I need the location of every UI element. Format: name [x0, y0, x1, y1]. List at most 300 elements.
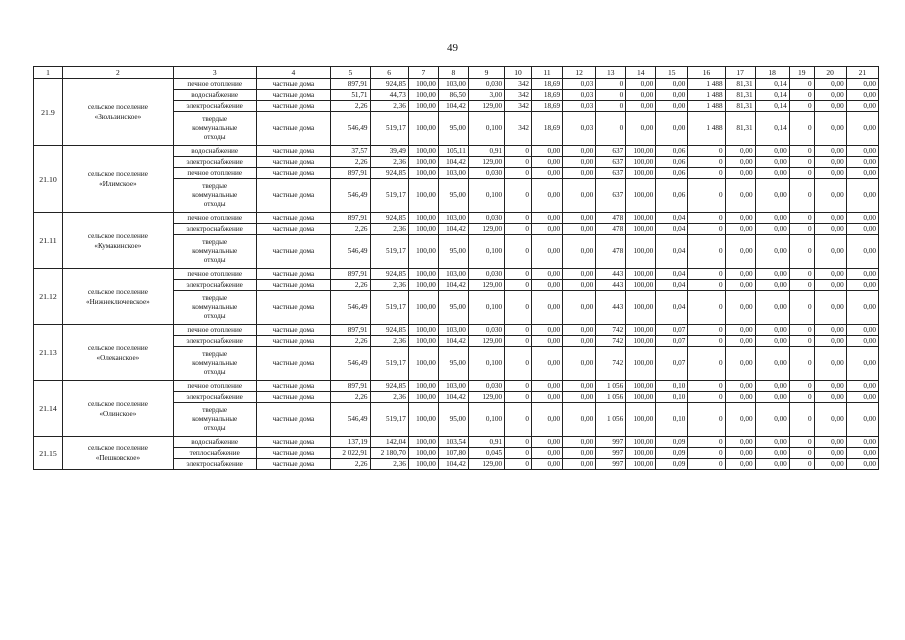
value-cell: 0,00: [725, 213, 755, 224]
value-cell: 0: [505, 336, 532, 347]
settlement-name-line: «Пешковское»: [95, 454, 141, 462]
value-cell: 0: [688, 269, 725, 280]
settlement-name-line: сельское поселение: [87, 170, 148, 178]
value-cell: 100,00: [408, 101, 438, 112]
value-cell: 0,00: [846, 459, 878, 470]
service-name: водоснабжение: [173, 90, 256, 101]
value-cell: 519,17: [370, 179, 408, 213]
value-cell: 105,11: [438, 146, 468, 157]
value-cell: 0: [688, 146, 725, 157]
value-cell: 0,00: [814, 179, 846, 213]
column-number: 5: [331, 67, 370, 79]
value-cell: 100,00: [408, 459, 438, 470]
value-cell: 1 056: [596, 403, 626, 437]
value-cell: 0,00: [755, 325, 789, 336]
value-cell: 0: [789, 101, 814, 112]
settlement-name-line: сельское поселение: [87, 399, 148, 408]
value-cell: 0,00: [563, 437, 596, 448]
value-cell: 100,00: [408, 90, 438, 101]
value-cell: 546,49: [331, 347, 370, 381]
value-cell: 2,36: [370, 157, 408, 168]
value-cell: 0,00: [532, 291, 563, 325]
value-cell: 0,100: [468, 403, 504, 437]
housing-type: частные дома: [256, 235, 331, 269]
value-cell: 0,00: [814, 459, 846, 470]
value-cell: 0,04: [656, 235, 688, 269]
column-number-row: [34, 67, 879, 79]
value-cell: 0: [688, 448, 725, 459]
value-cell: 0,00: [814, 235, 846, 269]
value-cell: 0,00: [532, 347, 563, 381]
value-cell: 0,10: [656, 392, 688, 403]
value-cell: 0: [688, 213, 725, 224]
value-cell: 0,00: [563, 325, 596, 336]
service-name: твердые коммунальные отходы: [173, 112, 256, 146]
service-name: теплоснабжение: [173, 448, 256, 459]
housing-type: частные дома: [256, 280, 331, 291]
value-cell: 897,91: [331, 269, 370, 280]
value-cell: 0,00: [656, 79, 688, 90]
value-cell: 0,00: [563, 280, 596, 291]
value-cell: 100,00: [626, 146, 656, 157]
page-number: 49: [447, 42, 458, 54]
value-cell: 2,26: [331, 224, 370, 235]
value-cell: 0: [789, 213, 814, 224]
value-cell: 0: [505, 392, 532, 403]
value-cell: 0,00: [563, 224, 596, 235]
value-cell: 0,00: [626, 79, 656, 90]
value-cell: 0,04: [656, 291, 688, 325]
value-cell: 0,00: [755, 448, 789, 459]
value-cell: 0: [789, 168, 814, 179]
value-cell: 0: [596, 101, 626, 112]
column-number: 10: [505, 67, 532, 79]
row-index: 21.9: [34, 79, 63, 146]
value-cell: 100,00: [408, 79, 438, 90]
value-cell: 0,00: [725, 224, 755, 235]
value-cell: 0,00: [814, 146, 846, 157]
value-cell: 0,00: [846, 235, 878, 269]
value-cell: 0,00: [725, 291, 755, 325]
row-index: 21.14: [34, 381, 63, 437]
value-cell: 1 488: [688, 90, 725, 101]
service-name: печное отопление: [173, 325, 256, 336]
value-cell: 519,17: [370, 347, 408, 381]
value-cell: 0: [505, 403, 532, 437]
housing-type: частные дома: [256, 291, 331, 325]
housing-type: частные дома: [256, 269, 331, 280]
value-cell: 0: [505, 448, 532, 459]
value-cell: 0,00: [532, 269, 563, 280]
value-cell: 0: [505, 213, 532, 224]
table-row: [34, 79, 879, 90]
value-cell: 0,00: [814, 448, 846, 459]
value-cell: 0,00: [755, 347, 789, 381]
value-cell: 0,00: [814, 392, 846, 403]
column-number: 8: [438, 67, 468, 79]
service-name: печное отопление: [173, 381, 256, 392]
value-cell: 100,00: [408, 112, 438, 146]
settlement-name: [62, 146, 173, 213]
value-cell: 0,00: [755, 280, 789, 291]
value-cell: 0: [789, 224, 814, 235]
value-cell: 519,17: [370, 112, 408, 146]
settlement-name: [62, 437, 173, 470]
column-number: 6: [370, 67, 408, 79]
value-cell: 0: [789, 235, 814, 269]
service-name: печное отопление: [173, 79, 256, 90]
value-cell: 0,00: [814, 347, 846, 381]
housing-type: частные дома: [256, 392, 331, 403]
value-cell: 0,00: [814, 403, 846, 437]
value-cell: 0,00: [725, 392, 755, 403]
value-cell: 0: [505, 179, 532, 213]
value-cell: 0: [789, 179, 814, 213]
value-cell: 2,26: [331, 392, 370, 403]
column-number: 12: [563, 67, 596, 79]
value-cell: 0,00: [814, 112, 846, 146]
value-cell: 100,00: [408, 157, 438, 168]
value-cell: 0,00: [755, 157, 789, 168]
value-cell: 0,00: [563, 381, 596, 392]
value-cell: 742: [596, 325, 626, 336]
value-cell: 0,00: [725, 269, 755, 280]
value-cell: 104,42: [438, 280, 468, 291]
value-cell: 0: [688, 280, 725, 291]
value-cell: 997: [596, 448, 626, 459]
value-cell: 18,69: [532, 112, 563, 146]
value-cell: 100,00: [626, 213, 656, 224]
value-cell: 0,00: [725, 347, 755, 381]
housing-type: частные дома: [256, 213, 331, 224]
value-cell: 100,00: [626, 235, 656, 269]
value-cell: 0,00: [563, 157, 596, 168]
value-cell: 0: [688, 336, 725, 347]
value-cell: 18,69: [532, 101, 563, 112]
value-cell: 104,42: [438, 392, 468, 403]
value-cell: 0: [688, 437, 725, 448]
value-cell: 129,00: [468, 280, 504, 291]
value-cell: 0,00: [846, 101, 878, 112]
value-cell: 342: [505, 79, 532, 90]
value-cell: 546,49: [331, 403, 370, 437]
row-index: 21.15: [34, 437, 63, 470]
value-cell: 0: [505, 291, 532, 325]
housing-type: частные дома: [256, 112, 331, 146]
service-name: твердые коммунальные отходы: [173, 179, 256, 213]
value-cell: 0: [688, 224, 725, 235]
value-cell: 0,00: [814, 336, 846, 347]
value-cell: 0,030: [468, 168, 504, 179]
value-cell: 0,00: [755, 392, 789, 403]
value-cell: 0: [789, 269, 814, 280]
service-name: водоснабжение: [173, 437, 256, 448]
value-cell: 0,100: [468, 347, 504, 381]
value-cell: 0,00: [532, 325, 563, 336]
value-cell: 0,00: [563, 336, 596, 347]
service-name: печное отопление: [173, 168, 256, 179]
value-cell: 0: [505, 168, 532, 179]
service-name: электроснабжение: [173, 280, 256, 291]
value-cell: 18,69: [532, 79, 563, 90]
value-cell: 0: [789, 459, 814, 470]
value-cell: 0,00: [846, 168, 878, 179]
value-cell: 0,00: [626, 112, 656, 146]
value-cell: 0: [688, 157, 725, 168]
service-name: твердые коммунальные отходы: [173, 291, 256, 325]
row-index: 21.12: [34, 269, 63, 325]
value-cell: 103,00: [438, 269, 468, 280]
value-cell: 0,00: [725, 336, 755, 347]
value-cell: 0,91: [468, 146, 504, 157]
value-cell: 2,36: [370, 224, 408, 235]
housing-type: частные дома: [256, 403, 331, 437]
value-cell: 0,00: [755, 213, 789, 224]
value-cell: 519,17: [370, 403, 408, 437]
value-cell: 897,91: [331, 325, 370, 336]
table-row: [34, 325, 879, 336]
value-cell: 0,00: [814, 291, 846, 325]
value-cell: 81,31: [725, 79, 755, 90]
value-cell: 637: [596, 168, 626, 179]
value-cell: 519,17: [370, 291, 408, 325]
value-cell: 100,00: [626, 347, 656, 381]
value-cell: 997: [596, 437, 626, 448]
value-cell: 0,00: [846, 90, 878, 101]
value-cell: 0,00: [563, 269, 596, 280]
value-cell: 0,06: [656, 179, 688, 213]
value-cell: 0,04: [656, 269, 688, 280]
column-number: 15: [656, 67, 688, 79]
housing-type: частные дома: [256, 336, 331, 347]
value-cell: 0: [505, 269, 532, 280]
value-cell: 100,00: [408, 280, 438, 291]
value-cell: 51,71: [331, 90, 370, 101]
value-cell: 0,00: [814, 90, 846, 101]
value-cell: 1 488: [688, 101, 725, 112]
value-cell: 0,04: [656, 213, 688, 224]
value-cell: 637: [596, 179, 626, 213]
value-cell: 924,85: [370, 269, 408, 280]
settlement-name: [62, 269, 173, 325]
value-cell: 2,36: [370, 101, 408, 112]
value-cell: 2,36: [370, 280, 408, 291]
housing-type: частные дома: [256, 448, 331, 459]
value-cell: 0,030: [468, 213, 504, 224]
value-cell: 0,00: [846, 224, 878, 235]
value-cell: 100,00: [626, 336, 656, 347]
value-cell: 0,00: [846, 437, 878, 448]
value-cell: 0,00: [846, 280, 878, 291]
value-cell: 100,00: [626, 179, 656, 213]
value-cell: 0: [789, 146, 814, 157]
value-cell: 0,00: [846, 381, 878, 392]
column-number: 14: [626, 67, 656, 79]
table-row: [34, 213, 879, 224]
settlement-name: [62, 79, 173, 146]
value-cell: 0,00: [725, 235, 755, 269]
value-cell: 478: [596, 213, 626, 224]
value-cell: 3,00: [468, 90, 504, 101]
value-cell: 107,80: [438, 448, 468, 459]
value-cell: 0,00: [656, 101, 688, 112]
tariff-table: [33, 66, 879, 470]
service-name: твердые коммунальные отходы: [173, 347, 256, 381]
value-cell: 0,00: [725, 146, 755, 157]
value-cell: 0: [505, 381, 532, 392]
value-cell: 0,00: [755, 224, 789, 235]
value-cell: 95,00: [438, 403, 468, 437]
value-cell: 342: [505, 101, 532, 112]
settlement-name-line: сельское поселение: [87, 444, 148, 452]
value-cell: 0,00: [725, 381, 755, 392]
value-cell: 0,00: [846, 269, 878, 280]
settlement-name-line: «Олеканское»: [96, 353, 140, 362]
value-cell: 100,00: [408, 179, 438, 213]
value-cell: 897,91: [331, 213, 370, 224]
value-cell: 44,73: [370, 90, 408, 101]
value-cell: 0,00: [532, 146, 563, 157]
table-row: [34, 437, 879, 448]
housing-type: частные дома: [256, 325, 331, 336]
service-name: водоснабжение: [173, 146, 256, 157]
value-cell: 1 488: [688, 79, 725, 90]
value-cell: 0,00: [532, 459, 563, 470]
value-cell: 0,04: [656, 224, 688, 235]
value-cell: 0,00: [725, 179, 755, 213]
value-cell: 0,10: [656, 403, 688, 437]
value-cell: 39,49: [370, 146, 408, 157]
value-cell: 0,00: [814, 381, 846, 392]
value-cell: 0,00: [755, 381, 789, 392]
column-number: 1: [34, 67, 63, 79]
value-cell: 0: [505, 280, 532, 291]
value-cell: 0,00: [532, 392, 563, 403]
value-cell: 95,00: [438, 179, 468, 213]
value-cell: 2,36: [370, 392, 408, 403]
settlement-name-line: «Нижнеключевское»: [86, 297, 150, 306]
value-cell: 0,00: [846, 403, 878, 437]
value-cell: 0,09: [656, 459, 688, 470]
value-cell: 897,91: [331, 79, 370, 90]
value-cell: 0: [505, 347, 532, 381]
value-cell: 0,100: [468, 112, 504, 146]
service-name: электроснабжение: [173, 101, 256, 112]
value-cell: 100,00: [626, 392, 656, 403]
value-cell: 0: [789, 336, 814, 347]
value-cell: 0,00: [563, 347, 596, 381]
value-cell: 924,85: [370, 79, 408, 90]
value-cell: 0: [789, 437, 814, 448]
value-cell: 103,00: [438, 325, 468, 336]
settlement-name-line: «Илимское»: [99, 180, 137, 188]
column-number: 19: [789, 67, 814, 79]
value-cell: 0,09: [656, 437, 688, 448]
settlement-name-line: «Олинское»: [99, 409, 137, 418]
value-cell: 100,00: [626, 325, 656, 336]
value-cell: 100,00: [408, 269, 438, 280]
value-cell: 0,00: [532, 437, 563, 448]
table-row: [34, 269, 879, 280]
column-number: 13: [596, 67, 626, 79]
row-index: 21.10: [34, 146, 63, 213]
value-cell: 0,10: [656, 381, 688, 392]
value-cell: 0: [688, 168, 725, 179]
value-cell: 0,00: [846, 448, 878, 459]
value-cell: 1 056: [596, 392, 626, 403]
value-cell: 0,00: [814, 213, 846, 224]
housing-type: частные дома: [256, 146, 331, 157]
value-cell: 0,00: [532, 381, 563, 392]
value-cell: 924,85: [370, 381, 408, 392]
value-cell: 100,00: [408, 224, 438, 235]
value-cell: 0,00: [563, 146, 596, 157]
housing-type: частные дома: [256, 381, 331, 392]
value-cell: 0,00: [755, 291, 789, 325]
value-cell: 0,14: [755, 101, 789, 112]
value-cell: 0,00: [725, 448, 755, 459]
value-cell: 100,00: [408, 235, 438, 269]
value-cell: 0,00: [725, 280, 755, 291]
value-cell: 2,26: [331, 459, 370, 470]
value-cell: 0: [505, 325, 532, 336]
value-cell: 0,030: [468, 79, 504, 90]
value-cell: 129,00: [468, 101, 504, 112]
value-cell: 0,00: [725, 459, 755, 470]
value-cell: 0,00: [563, 459, 596, 470]
column-number: 3: [173, 67, 256, 79]
value-cell: 129,00: [468, 336, 504, 347]
value-cell: 81,31: [725, 90, 755, 101]
value-cell: 897,91: [331, 381, 370, 392]
column-number: 18: [755, 67, 789, 79]
value-cell: 0,00: [755, 269, 789, 280]
value-cell: 0,030: [468, 381, 504, 392]
value-cell: 0,06: [656, 157, 688, 168]
value-cell: 342: [505, 112, 532, 146]
value-cell: 0: [505, 146, 532, 157]
value-cell: 0: [789, 381, 814, 392]
value-cell: 0,00: [755, 336, 789, 347]
column-number: 20: [814, 67, 846, 79]
value-cell: 100,00: [408, 168, 438, 179]
row-index: 21.11: [34, 213, 63, 269]
value-cell: 95,00: [438, 235, 468, 269]
value-cell: 2,36: [370, 459, 408, 470]
housing-type: частные дома: [256, 347, 331, 381]
value-cell: 0,00: [563, 235, 596, 269]
value-cell: 897,91: [331, 168, 370, 179]
value-cell: 2 022,91: [331, 448, 370, 459]
value-cell: 2,26: [331, 157, 370, 168]
value-cell: 924,85: [370, 168, 408, 179]
value-cell: 0,100: [468, 235, 504, 269]
service-name: печное отопление: [173, 213, 256, 224]
housing-type: частные дома: [256, 168, 331, 179]
value-cell: 0,00: [814, 157, 846, 168]
settlement-name: [62, 381, 173, 437]
value-cell: 0,03: [563, 112, 596, 146]
value-cell: 546,49: [331, 235, 370, 269]
service-name: электроснабжение: [173, 459, 256, 470]
value-cell: 0,00: [814, 269, 846, 280]
table-body: [34, 67, 879, 470]
value-cell: 0,00: [563, 392, 596, 403]
value-cell: 100,00: [626, 437, 656, 448]
value-cell: 100,00: [626, 269, 656, 280]
value-cell: 0,00: [814, 325, 846, 336]
value-cell: 0: [505, 235, 532, 269]
